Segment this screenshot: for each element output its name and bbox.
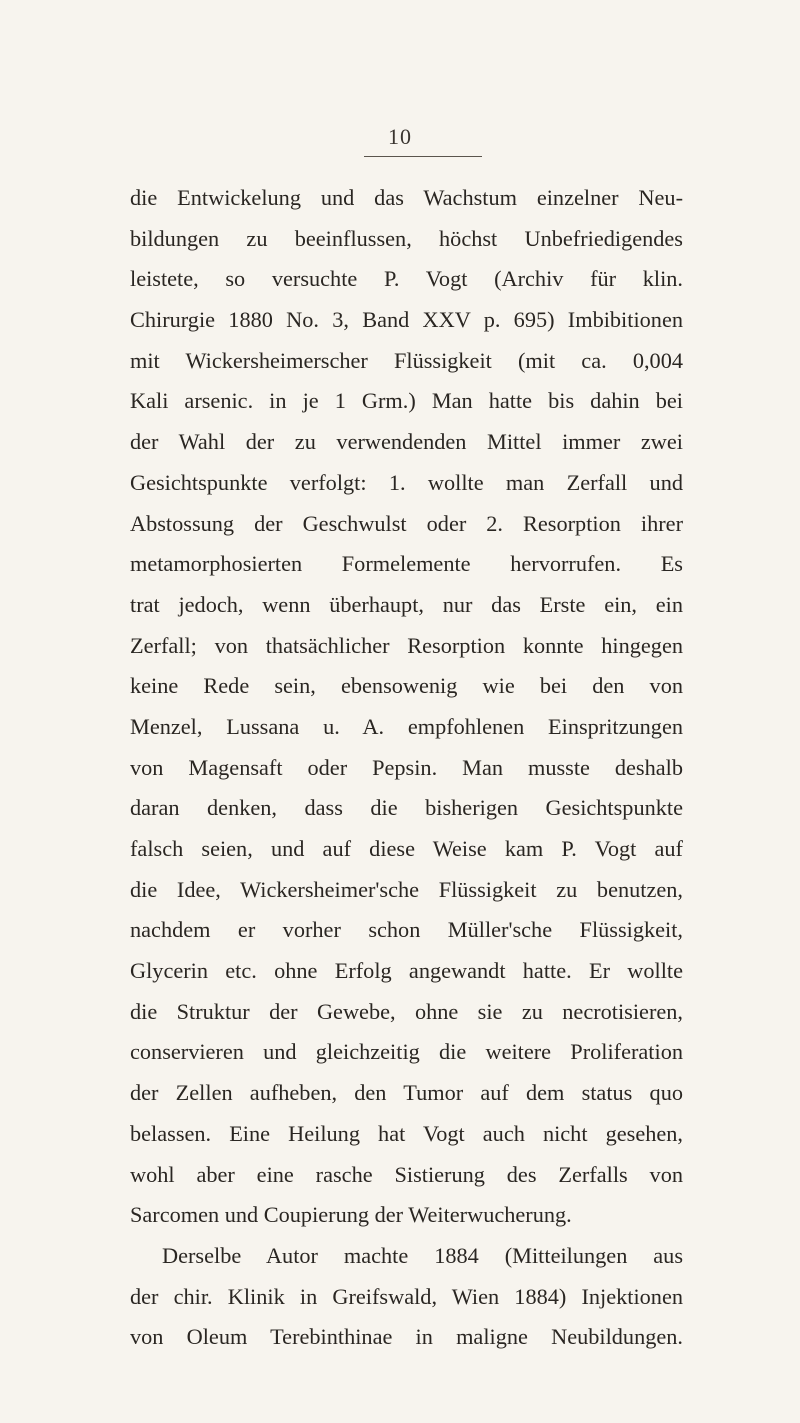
text-line: der Zellen aufheben, den Tumor auf dem status quo (130, 1080, 683, 1106)
text-line: die Struktur der Gewebe, ohne sie zu necrotisieren, (130, 998, 683, 1024)
header-rule (364, 156, 482, 157)
body-text (130, 178, 683, 1358)
text-line: belassen. Eine Heilung hat Vogt auch nicht gesehen, (130, 1120, 683, 1146)
text-line: Sarcomen und Coupierung der Weiterwucherung. (130, 1202, 572, 1228)
text-line: bildungen zu beeinflussen, höchst Unbefriedigendes (130, 225, 683, 251)
text-line: Gesichtspunkte verfolgt: 1. wollte man Zerfall und (130, 469, 683, 495)
page-number: 10 (388, 124, 412, 149)
text-line: wohl aber eine rasche Sistierung des Zerfalls von (130, 1161, 683, 1187)
text-line: Menzel, Lussana u. A. empfohlenen Einspritzungen (130, 713, 683, 739)
text-line: der chir. Klinik in Greifswald, Wien 1884) Injektionen (130, 1283, 683, 1309)
text-line: der Wahl der zu verwendenden Mittel immer zwei (130, 429, 683, 455)
text-line: die Entwickelung und das Wachstum einzelner Neu- (130, 185, 683, 210)
text-line: keine Rede sein, ebensowenig wie bei den von (130, 673, 683, 699)
text-line: Kali arsenic. in je 1 Grm.) Man hatte bis dahin bei (130, 388, 683, 414)
text-line: metamorphosierten Formelemente hervorrufen. Es (130, 551, 683, 577)
text-line: conservieren und gleichzeitig die weitere Proliferation (130, 1039, 683, 1065)
text-line: von Magensaft oder Pepsin. Man musste deshalb (130, 754, 683, 780)
text-line: Abstossung der Geschwulst oder 2. Resorption ihrer (130, 510, 683, 536)
text-line: nachdem er vorher schon Müller'sche Flüssigkeit, (130, 917, 683, 943)
text-line: falsch seien, und auf diese Weise kam P. Vogt auf (130, 836, 683, 861)
text-line: die Idee, Wickersheimer'sche Flüssigkeit zu benutzen, (130, 876, 683, 902)
text-line: Glycerin etc. ohne Erfolg angewandt hatte. Er wollte (130, 958, 683, 984)
text-line: daran denken, dass die bisherigen Gesichtspunkte (130, 795, 683, 821)
text-line: von Oleum Terebinthinae in maligne Neubildungen. (130, 1324, 683, 1350)
text-line: Derselbe Autor machte 1884 (Mitteilungen aus (162, 1242, 683, 1268)
text-line: Chirurgie 1880 No. 3, Band XXV p. 695) Imbibitionen (130, 307, 683, 333)
text-line: Zerfall; von thatsächlicher Resorption konnte hingegen (130, 632, 683, 658)
text-line: leistete, so versuchte P. Vogt (Archiv für klin. (130, 266, 683, 292)
text-line: trat jedoch, wenn überhaupt, nur das Erste ein, ein (130, 591, 683, 617)
text-line: mit Wickersheimerscher Flüssigkeit (mit ca. 0,004 (130, 347, 683, 373)
